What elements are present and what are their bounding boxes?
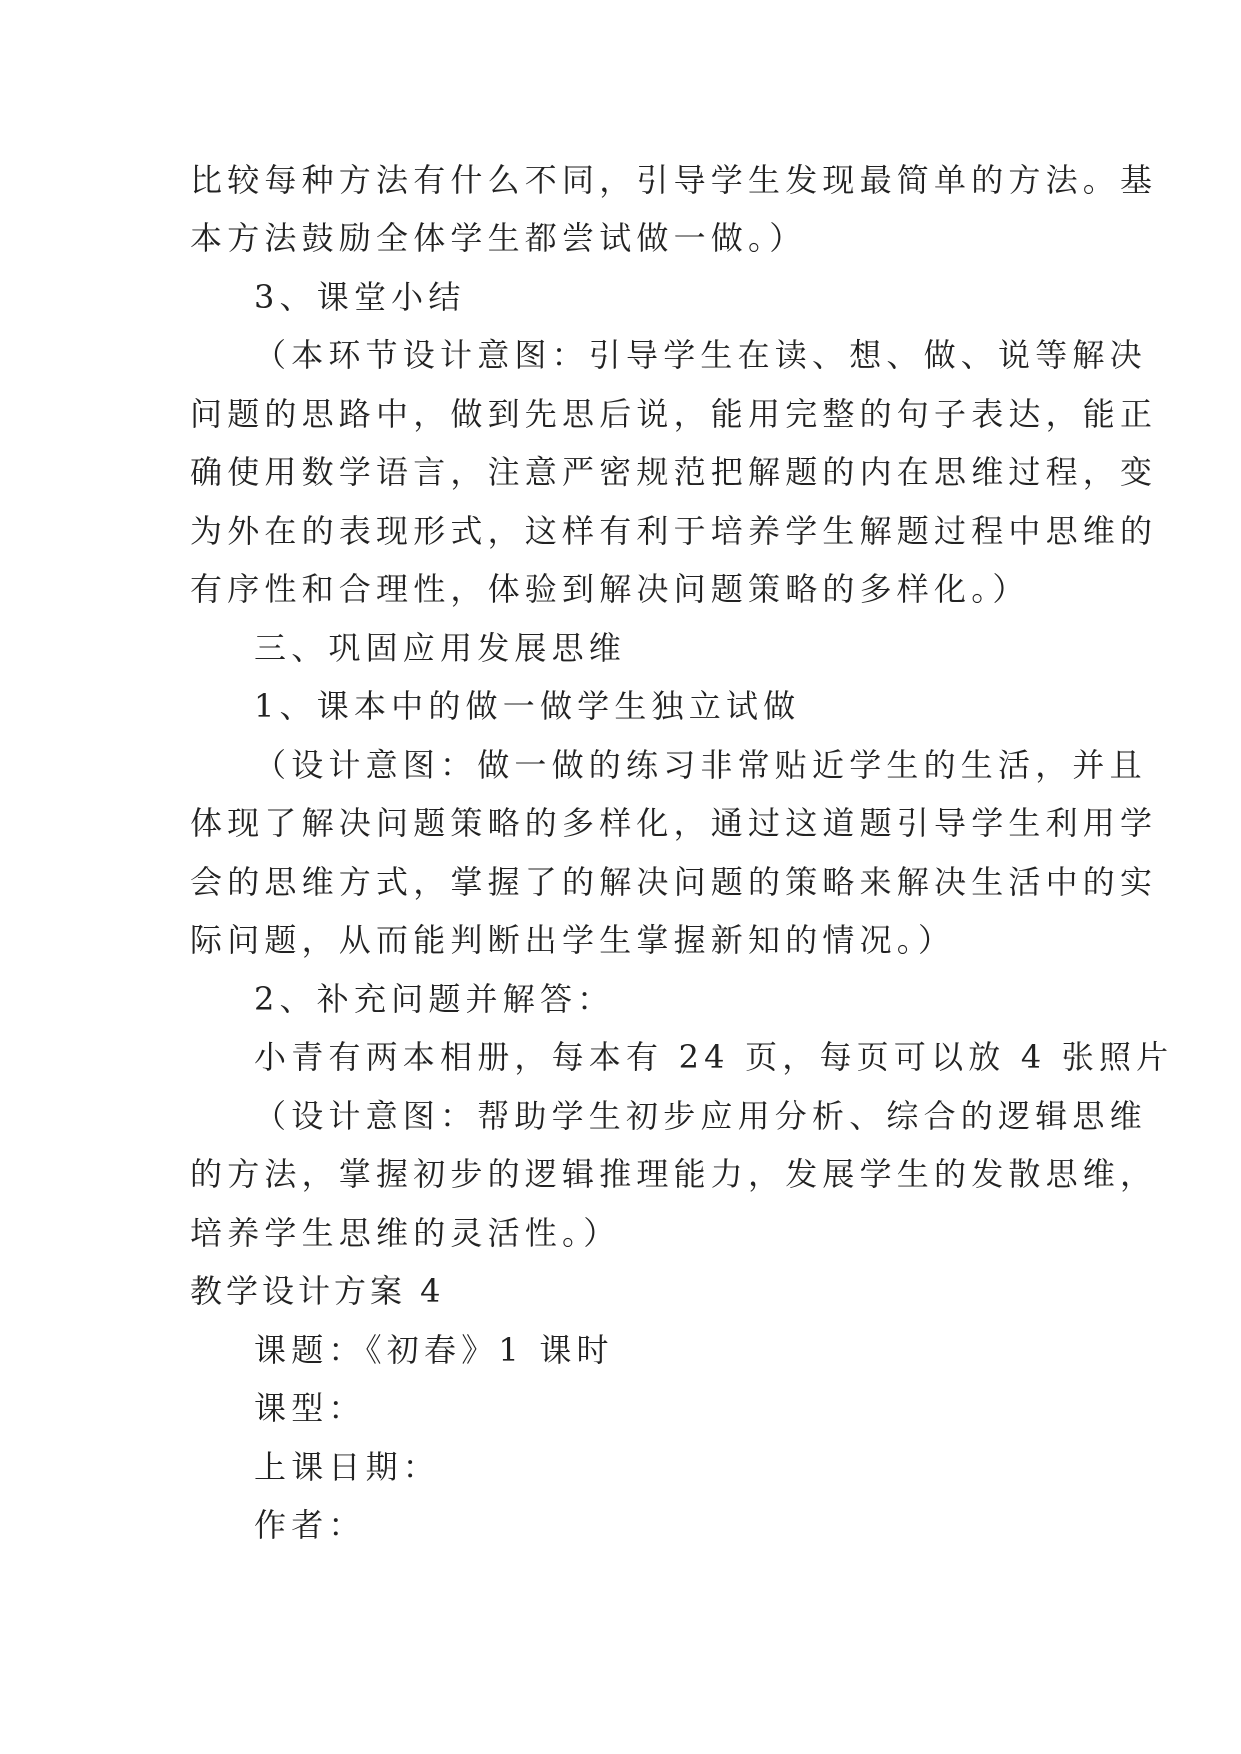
section-heading: 三、巩固应用发展思维 [254,629,627,667]
paragraph-line: （本环节设计意图：引导学生在读、想、做、说等解决 [254,336,1147,374]
section-heading: 3、课堂小结 [254,278,466,316]
lesson-author: 作者： [254,1506,366,1544]
section-heading: 1、课本中的做一做学生独立试做 [254,687,801,725]
paragraph-line: 小青有两本相册，每本有 24 页，每页可以放 4 张照片 [254,1038,1174,1076]
paragraph-line: 会的思维方式，掌握了的解决问题的策略来解决生活中的实 [190,863,1158,901]
paragraph-line: （设计意图：做一做的练习非常贴近学生的生活，并且 [254,746,1147,784]
lesson-date: 上课日期： [254,1448,441,1486]
lesson-type: 课型： [254,1389,366,1427]
paragraph-line: 确使用数学语言，注意严密规范把解题的内在思维过程，变 [190,453,1158,491]
paragraph-line: 问题的思路中，做到先思后说，能用完整的句子表达，能正 [190,395,1158,433]
paragraph-line: 比较每种方法有什么不同，引导学生发现最简单的方法。基 [190,161,1158,199]
section-heading: 2、补充问题并解答： [254,980,615,1018]
paragraph-line: 为外在的表现形式，这样有利于培养学生解题过程中思维的 [190,512,1158,550]
paragraph-line: 培养学生思维的灵活性。） [190,1214,621,1252]
paragraph-line: （设计意图：帮助学生初步应用分析、综合的逻辑思维 [254,1097,1147,1135]
paragraph-line: 本方法鼓励全体学生都尝试做一做。） [190,219,807,257]
paragraph-line: 际问题，从而能判断出学生掌握新知的情况。） [190,921,956,959]
lesson-topic: 课题：《初春》1 课时 [254,1331,614,1369]
paragraph-line: 体现了解决问题策略的多样化，通过这道题引导学生利用学 [190,804,1158,842]
document-title: 教学设计方案 4 [190,1272,445,1310]
paragraph-line: 的方法，掌握初步的逻辑推理能力，发展学生的发散思维， [190,1155,1158,1193]
paragraph-line: 有序性和合理性，体验到解决问题策略的多样化。） [190,570,1030,608]
